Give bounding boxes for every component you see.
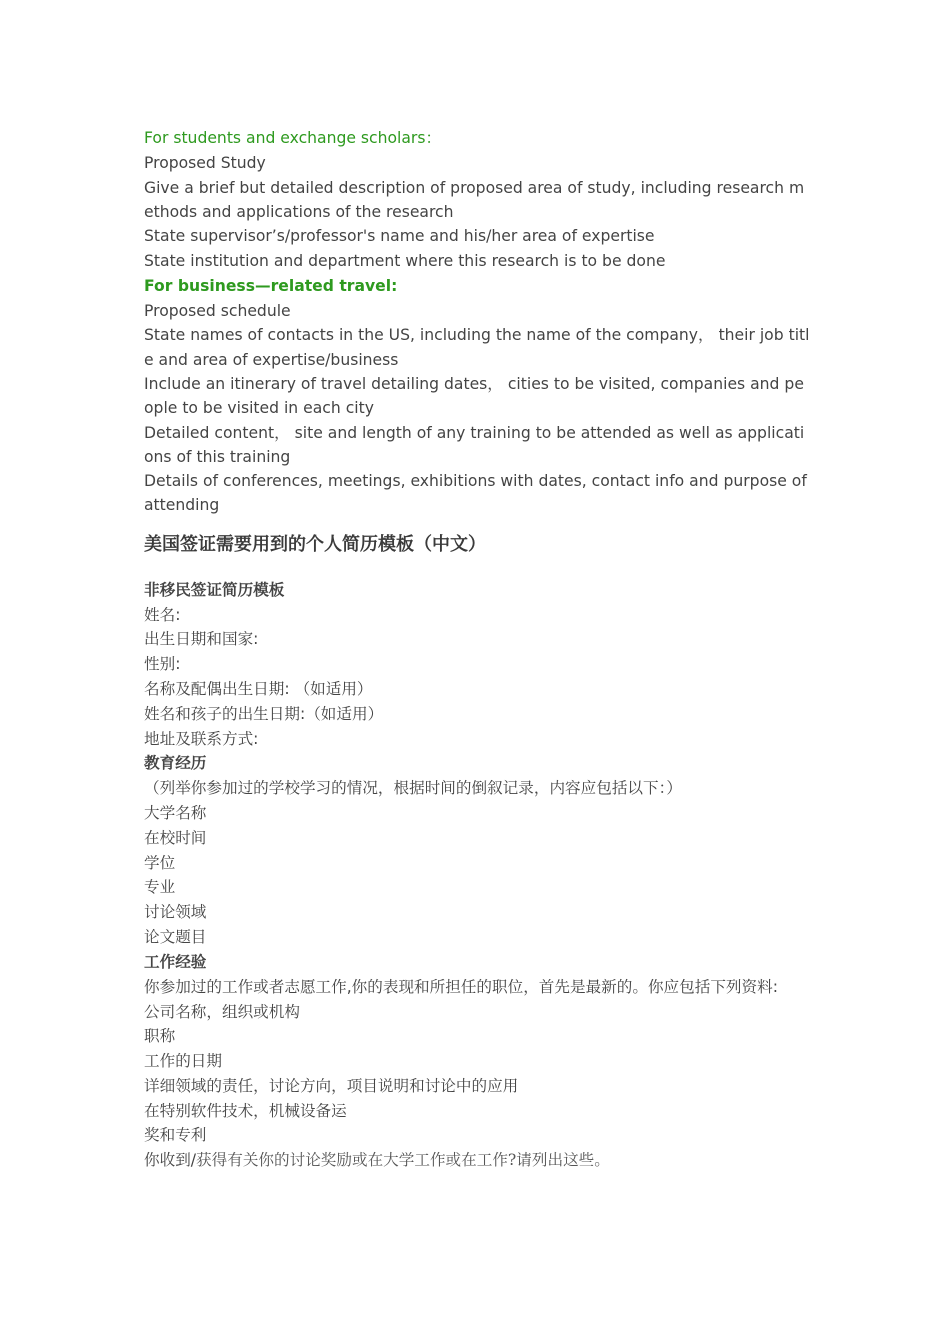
education-item: 讨论领域 (144, 903, 207, 922)
final-suffix: 获得有关你的讨论奖励或在大学工作或在工作?请列出这些。 (196, 1151, 610, 1170)
field-birth: 出生日期和国家: (144, 630, 259, 649)
template-title: 非移民签证简历模板 (144, 580, 285, 599)
study-description: Give a brief but detailed description of proposed area of study, including research methods and applications of the research (144, 178, 805, 221)
education-item: 论文题目 (144, 927, 207, 946)
education-title: 教育经历 (144, 754, 207, 773)
work-item: 公司名称，组织或机构 (144, 1002, 300, 1021)
work-item: 职称 (144, 1027, 176, 1046)
field-children: 姓名和孩子的出生日期:（如适用） (144, 704, 384, 723)
education-item: 大学名称 (144, 803, 207, 822)
supervisor-line: State supervisor’s/professor's name and his/her area of expertise (144, 227, 655, 246)
students-heading: For students and exchange scholars： (144, 129, 442, 147)
proposed-schedule-label: Proposed schedule (144, 301, 291, 320)
field-name: 姓名: (144, 605, 181, 624)
education-item: 学位 (144, 853, 176, 872)
business-heading: For business—related travel: (144, 276, 398, 295)
work-title: 工作经验 (144, 952, 207, 971)
education-item: 在校时间 (144, 828, 207, 847)
work-item: 奖和专利 (144, 1126, 207, 1145)
field-gender: 性别: (144, 655, 181, 674)
itinerary-line: Include an itinerary of travel detailing dates， cities to be visited, companies and people to be visited in each city (144, 374, 804, 418)
chinese-section-title: 美国签证需要用到的个人简历模板（中文） (144, 533, 486, 555)
institution-line: State institution and department where this research is to be done (144, 251, 666, 270)
field-address: 地址及联系方式: (144, 729, 259, 748)
education-note: （列举你参加过的学校学习的情况，根据时间的倒叙记录，内容应包括以下：） (144, 779, 682, 798)
conferences-line: Details of conferences, meetings, exhibitions with dates, contact info and purpose of attending (144, 472, 807, 515)
field-spouse: 名称及配偶出生日期: （如适用） (144, 679, 373, 698)
work-item: 在特别软件技术，机械设备运 (144, 1101, 347, 1120)
contacts-line: State names of contacts in the US, including the name of the company， their job title and area of expertise/business (144, 326, 810, 369)
training-line: Detailed content， site and length of any training to be attended as well as applications of this training (144, 423, 805, 466)
final-line (144, 1148, 810, 1173)
document-body (144, 126, 810, 1173)
education-item: 专业 (144, 878, 176, 897)
final-prefix: 你收到/ (144, 1151, 197, 1170)
work-item: 详细领域的责任，讨论方向，项目说明和讨论中的应用 (144, 1076, 519, 1095)
work-item: 工作的日期 (144, 1052, 222, 1071)
proposed-study-label: Proposed Study (144, 153, 266, 172)
work-description: 你参加过的工作或者志愿工作,你的表现和所担任的职位，首先是最新的。你应包括下列资料: (144, 977, 778, 996)
